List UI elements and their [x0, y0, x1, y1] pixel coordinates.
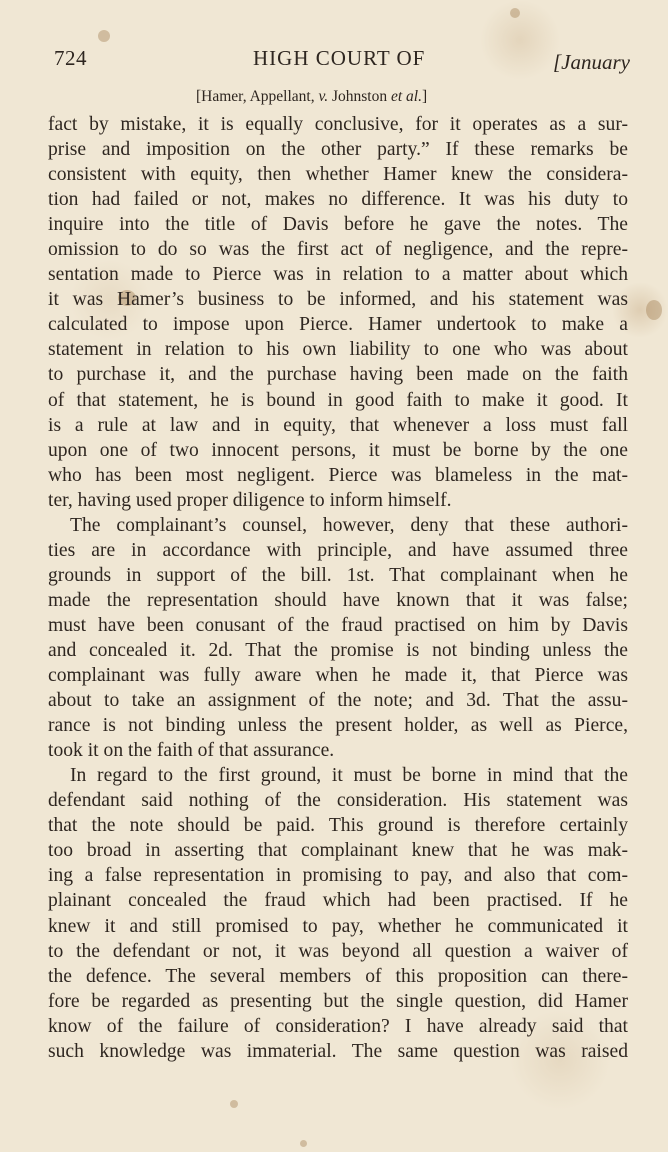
text-line: ing a false representation in promising to pay, and also that com- — [48, 865, 628, 887]
text-line: too broad in asserting that complainant knew that he was mak- — [48, 840, 628, 862]
text-line: of that statement, he is bound in good faith to make it good. It — [48, 389, 628, 411]
text-line: fore be regarded as presenting but the single question, did Hamer — [48, 990, 628, 1012]
running-title: HIGH COURT OF — [253, 46, 426, 70]
text-line: sentation made to Pierce was in relation to a matter about which — [48, 264, 628, 286]
text-line: took it on the faith of that assurance. — [48, 740, 335, 762]
running-month: [January — [553, 50, 630, 74]
text-line: inquire into the title of Davis before he gave the notes. The — [48, 214, 628, 236]
text-line: ter, having used proper diligence to inform himself. — [48, 489, 452, 511]
foxing-spot — [230, 1100, 238, 1108]
text-line: rance is not binding unless the present holder, as well as Pierce, — [48, 715, 628, 737]
text-line: to purchase it, and the purchase having been made on the faith — [48, 364, 628, 386]
text-line: upon one of two innocent persons, it must be borne by the one — [48, 439, 628, 461]
text-line: plainant concealed the fraud which had been practised. If he — [48, 890, 628, 912]
text-line: omission to do so was the first act of negligence, and the repre- — [48, 239, 628, 261]
caption-et-al: et al. — [390, 88, 422, 105]
text-line: know of the failure of consideration? I have already said that — [48, 1015, 628, 1037]
text-line: about to take an assignment of the note; and 3d. That the assu- — [48, 690, 628, 712]
foxing-spot — [646, 300, 662, 320]
text-line: the defence. The several members of this proposition can there- — [48, 965, 628, 987]
text-line: grounds in support of the bill. 1st. That complainant when he — [48, 564, 628, 586]
text-line: tion had failed or not, makes no difference. It was his duty to — [48, 189, 628, 211]
foxing-spot — [510, 8, 520, 18]
caption-prefix: [Hamer, Appellant, — [196, 88, 319, 105]
text-line: In regard to the first ground, it must be borne in mind that the — [70, 765, 628, 787]
text-line: The complainant’s counsel, however, deny that these authori- — [70, 514, 628, 536]
text-line: to the defendant or not, it was beyond all question a waiver of — [48, 940, 628, 962]
caption-versus: v. — [318, 88, 329, 105]
caption-suffix: ] — [421, 88, 428, 105]
text-line: fact by mistake, it is equally conclusive, for it operates as a sur- — [48, 114, 628, 135]
page-number: 724 — [54, 46, 87, 70]
text-line: that the note should be paid. This ground is therefore certainly — [48, 815, 628, 837]
text-line: statement in relation to his own liability to one who was about — [48, 339, 628, 361]
text-line: knew it and still promised to pay, whether he communicated it — [48, 915, 628, 937]
text-line: and concealed it. 2d. That the promise is not binding unless the — [48, 639, 628, 661]
body-text — [48, 112, 628, 1064]
text-line: who has been most negligent. Pierce was blameless in the mat- — [48, 464, 628, 486]
text-line: calculated to impose upon Pierce. Hamer undertook to make a — [48, 314, 628, 336]
text-line: it was Hamer’s business to be informed, and his statement was — [48, 289, 628, 311]
text-line: must have been conusant of the fraud practised on him by Davis — [48, 614, 628, 636]
text-line: ties are in accordance with principle, and have assumed three — [48, 539, 628, 561]
text-line: defendant said nothing of the consideration. His statement was — [48, 790, 628, 812]
text-line: consistent with equity, then whether Hamer knew the considera- — [48, 164, 628, 186]
text-line: is a rule at law and in equity, that whenever a loss must fall — [48, 414, 628, 436]
text-line: prise and imposition on the other party.” If these remarks be — [48, 139, 628, 161]
text-line: such knowledge was immaterial. The same question was raised — [48, 1040, 628, 1062]
foxing-spot — [300, 1140, 307, 1147]
running-head — [48, 40, 630, 76]
caption-middle: Johnston — [328, 88, 391, 105]
case-caption — [196, 88, 427, 106]
text-line: complainant was fully aware when he made it, that Pierce was — [48, 665, 628, 687]
text-line: made the representation should have known that it was false; — [48, 589, 628, 611]
